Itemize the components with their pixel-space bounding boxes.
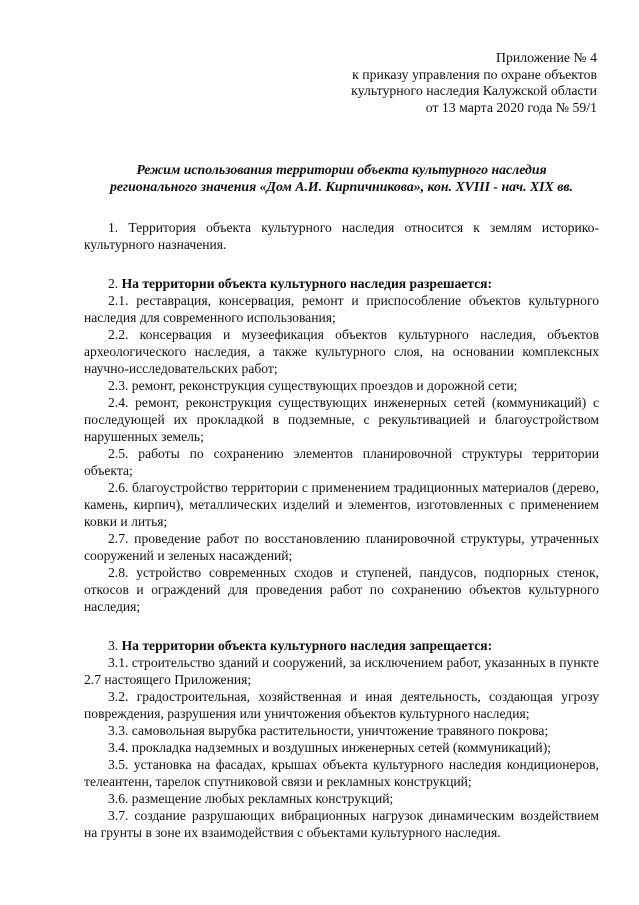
list-item: 3.5. установка на фасадах, крышах объекта культурного наследия кондиционеров, телеантенн, тарелок спутниковой связи и рекламных конструкций;	[84, 757, 599, 789]
section-1	[84, 219, 599, 253]
appendix-number: Приложение № 4	[495, 50, 597, 65]
section-2-heading	[84, 275, 599, 292]
list-item: 2.5. работы по сохранению элементов планировочной структуры территории объекта;	[84, 446, 599, 478]
list-item: 2.4. ремонт, реконструкция существующих инженерных сетей (коммуникаций) с последующей их прокладкой в подземные, с рекультивацией и благоустройством нарушенных земель;	[84, 395, 599, 444]
list-item: 2.3. ремонт, реконструкция существующих проездов и дорожной сети;	[108, 378, 518, 393]
appendix-order-ref: к приказу управления по охране объектов	[352, 66, 597, 82]
document-title	[84, 161, 599, 195]
list-item: 3.6. размещение любых рекламных конструкций;	[108, 791, 394, 806]
section-3	[84, 637, 599, 841]
list-item: 3.2. градостроительная, хозяйственная и иная деятельность, создающая угрозу повреждения, разрушения или уничтожения объектов культурного наследия;	[84, 689, 599, 721]
title-line-2: регионального значения «Дом А.И. Кирпичникова», кон. XVIII - нач. XIX вв.	[110, 179, 573, 194]
list-item: 2.2. консервация и музеефикация объектов культурного наследия, объектов археологического наследия, а также культурного слоя, на основании комплексных научно-исследовательских работ;	[84, 327, 599, 376]
section-3-number: 3.	[108, 638, 119, 653]
list-item: 3.4. прокладка надземных и воздушных инженерных сетей (коммуникаций);	[108, 740, 552, 755]
section-2	[84, 275, 599, 615]
appendix-authority: культурного наследия Калужской области	[351, 83, 597, 98]
list-item: 3.7. создание разрушающих вибрационных нагрузок динамическим воздействием на грунты в зоне их взаимодействия с объектами культурного наследия.	[84, 808, 599, 840]
section-3-heading-text: На территории объекта культурного наследия запрещается:	[121, 638, 493, 653]
appendix-date: от 13 марта 2020 года № 59/1	[425, 99, 597, 115]
title-line-1: Режим использования территории объекта культурного наследия	[136, 162, 547, 177]
section-2-heading-text: На территории объекта культурного наследия разрешается:	[121, 276, 493, 291]
section-2-number: 2.	[108, 276, 119, 291]
list-item: 2.8. устройство современных сходов и ступеней, пандусов, подпорных стенок, откосов и ограждений для проведения работ по сохранению объектов культурного наследия;	[84, 565, 599, 614]
section-1-text: 1. Территория объекта культурного наследия относится к землям историко-культурного назначения.	[84, 220, 599, 252]
appendix-header	[84, 50, 597, 116]
section-3-heading	[84, 637, 599, 654]
list-item: 3.1. строительство зданий и сооружений, за исключением работ, указанных в пункте 2.7 настоящего Приложения;	[84, 655, 599, 687]
list-item: 3.3. самовольная вырубка растительности, уничтожение травяного покрова;	[108, 723, 549, 738]
list-item: 2.7. проведение работ по восстановлению планировочной структуры, утраченных сооружений и зеленых насаждений;	[84, 531, 599, 563]
list-item: 2.6. благоустройство территории с применением традиционных материалов (дерево, камень, кирпич), металлических изделий и элементов, изготовленных с применением ковки и литья;	[84, 480, 599, 529]
list-item: 2.1. реставрация, консервация, ремонт и приспособление объектов культурного наследия для современного использования;	[84, 293, 599, 325]
